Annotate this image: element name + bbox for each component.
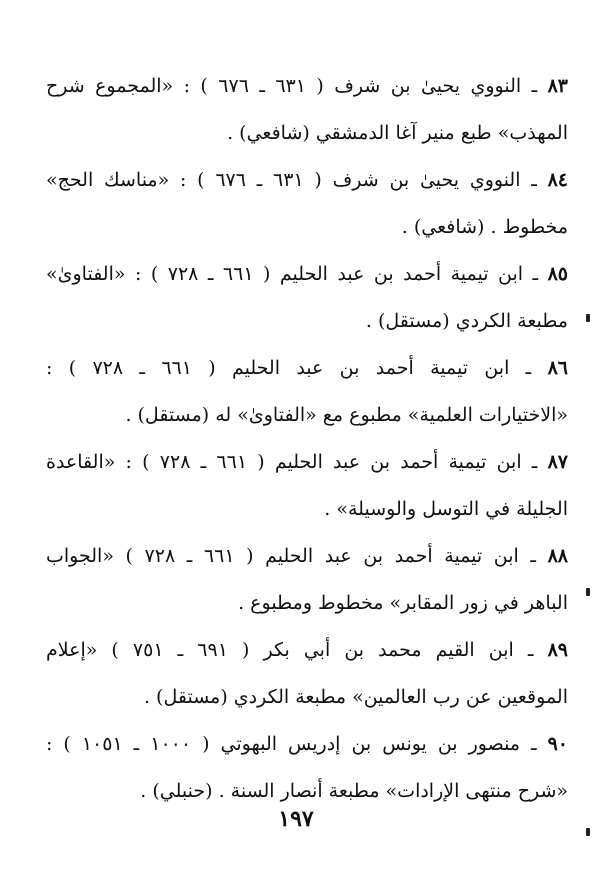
scan-mark — [586, 314, 590, 322]
entry-continuation: الموقعين عن رب العالمين» مطبعة الكردي (مستقل) . — [143, 686, 568, 708]
entry-first-line — [46, 533, 568, 580]
entry-text: ـ النووي يحيىٰ بن شرف ( ٦٣١ ـ ٦٧٦ ) : «المجموع شرح — [46, 75, 548, 97]
scan-mark — [586, 828, 590, 836]
list-item — [46, 251, 568, 345]
entry-number: ٨٧ — [547, 451, 568, 473]
entry-continuation: الجليلة في التوسل والوسيلة» . — [324, 498, 568, 520]
entry-continuation: المهذب» طبع منير آغا الدمشقي (شافعي) . — [227, 122, 568, 144]
entry-first-line — [46, 251, 568, 298]
entry-first-line — [46, 157, 568, 204]
entry-number: ٨٥ — [547, 263, 568, 285]
entry-text: ـ النووي يحيىٰ بن شرف ( ٦٣١ ـ ٦٧٦ ) : «مناسك الحج» — [46, 169, 548, 191]
list-item — [46, 721, 568, 815]
entry-continuation: مطبعة الكردي (مستقل) . — [365, 310, 568, 332]
entry-continuation: الباهر في زور المقابر» مخطوط ومطبوع . — [238, 592, 568, 614]
list-item — [46, 345, 568, 439]
list-item — [46, 157, 568, 251]
entry-text: ـ منصور بن يونس بن إدريس البهوتي ( ١٠٠٠ ـ ١٠٥١ ) : — [46, 733, 548, 755]
list-item — [46, 627, 568, 721]
entry-first-line — [46, 721, 568, 768]
entry-text: ـ ابن تيمية أحمد بن عبد الحليم ( ٦٦١ ـ ٧٢٨ ) : — [46, 357, 548, 379]
scan-mark — [586, 588, 590, 596]
entry-continuation: «شرح منتهى الإرادات» مطبعة أنصار السنة . (حنبلي) . — [140, 780, 568, 802]
entry-number: ٨٨ — [547, 545, 568, 567]
entry-text: ـ ابن تيمية أحمد بن عبد الحليم ( ٦٦١ ـ ٧٢٨ ) : «الفتاوىٰ» — [46, 263, 548, 285]
entry-first-line — [46, 63, 568, 110]
page-number: ١٩٧ — [278, 806, 314, 832]
entry-text: ـ ابن تيمية أحمد بن عبد الحليم ( ٦٦١ ـ ٧٢٨ ) : «القاعدة — [46, 451, 548, 473]
list-item — [46, 63, 568, 157]
list-item — [46, 439, 568, 533]
entry-first-line — [46, 627, 568, 674]
list-item — [46, 533, 568, 627]
entry-number: ٨٣ — [547, 75, 568, 97]
entry-first-line — [46, 439, 568, 486]
entry-number: ٨٦ — [547, 357, 568, 379]
entry-first-line — [46, 345, 568, 392]
entry-number: ٩٠ — [547, 733, 568, 755]
entry-number: ٨٤ — [547, 169, 568, 191]
entry-number: ٨٩ — [547, 639, 568, 661]
entry-text: ـ ابن القيم محمد بن أبي بكر ( ٦٩١ ـ ٧٥١ ) «إعلام — [46, 639, 548, 661]
entry-continuation: «الاختيارات العلمية» مطبوع مع «الفتاوىٰ» له (مستقل) . — [125, 404, 568, 426]
bibliography-list — [46, 63, 568, 815]
entry-continuation: مخطوط . (شافعي) . — [401, 216, 568, 238]
entry-text: ـ ابن تيمية أحمد بن عبد الحليم ( ٦٦١ ـ ٧٢٨ ) «الجواب — [46, 545, 548, 567]
